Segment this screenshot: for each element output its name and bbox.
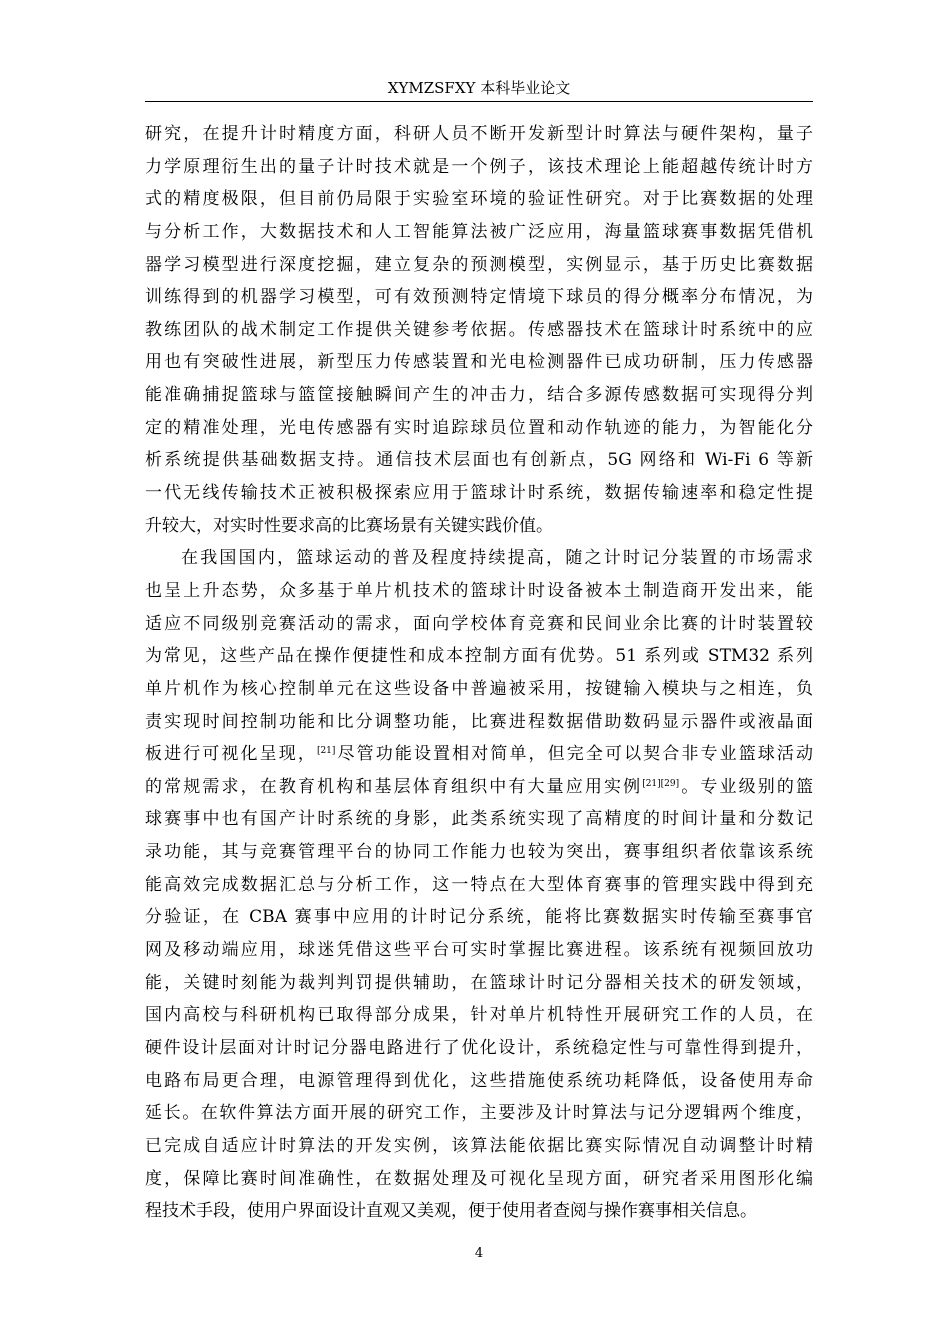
text-line: 硬件设计层面对计时记分器电路进行了优化设计，系统稳定性与可靠性得到提升， (145, 1037, 813, 1058)
text-line: 录功能，其与竞赛管理平台的协同工作能力也较为突出，赛事组织者依靠该系统 (145, 842, 813, 863)
text-span: 。专业级别的篮 (679, 776, 813, 797)
text-line: 责实现时间控制功能和比分调整功能，比赛进程数据借助数码显示器件或液晶面 (145, 711, 813, 732)
text-line: 训练得到的机器学习模型，可有效预测特定情境下球员的得分概率分布情况，为 (145, 287, 813, 308)
text-line: 升较大，对实时性要求高的比赛场景有关键实践价值。 (145, 515, 553, 536)
text-line: 已完成自适应计时算法的开发实例，该算法能依据比赛实际情况自动调整计时精 (145, 1135, 813, 1156)
text-line: 延长。在软件算法方面开展的研究工作，主要涉及计时算法与记分逻辑两个维度， (145, 1103, 813, 1124)
text-line: 分验证，在 CBA 赛事中应用的计时记分系统，能将比赛数据实时传输至赛事官 (145, 907, 813, 928)
text-line (145, 771, 813, 804)
page-number: 4 (474, 1246, 484, 1261)
text-line: 在我国国内，篮球运动的普及程度持续提高，随之计时记分装置的市场需求 (181, 548, 813, 569)
text-line: 一代无线传输技术正被积极探索应用于篮球计时系统，数据传输速率和稳定性提 (145, 483, 813, 504)
text-line: 与分析工作，大数据技术和人工智能算法被广泛应用，海量篮球赛事数据凭借机 (145, 221, 813, 242)
paragraph (145, 542, 813, 1227)
text-line: 用也有突破性进展，新型压力传感装置和光电检测器件已成功研制，压力传感器 (145, 352, 813, 373)
text-line: 电路布局更合理，电源管理得到优化，这些措施使系统功耗降低，设备使用寿命 (145, 1070, 813, 1091)
text-line: 式的精度极限，但目前仍局限于实验室环境的验证性研究。对于比赛数据的处理 (145, 189, 813, 210)
text-line: 度，保障比赛时间准确性，在数据处理及可视化呈现方面，研究者采用图形化编 (145, 1168, 813, 1189)
text-line: 教练团队的战术制定工作提供关键参考依据。传感器技术在篮球计时系统中的应 (145, 319, 813, 340)
text-line: 程技术手段，使用户界面设计直观又美观，便于使用者查阅与操作赛事相关信息。 (145, 1201, 757, 1222)
text-line: 能准确捕捉篮球与篮筐接触瞬间产生的冲击力，结合多源传感数据可实现得分判 (145, 385, 813, 406)
text-line: 能高效完成数据汇总与分析工作，这一特点在大型体育赛事的管理实践中得到充 (145, 874, 813, 895)
text-line: 研究，在提升计时精度方面，科研人员不断开发新型计时算法与硬件架构，量子 (145, 124, 813, 144)
text-span: 的常规需求，在教育机构和基层体育组织中有大量应用实例 (145, 776, 643, 797)
text-line: 适应不同级别竞赛活动的需求，面向学校体育竞赛和民间业余比赛的计时装置较 (145, 613, 813, 634)
text-line: 器学习模型进行深度挖掘，建立复杂的预测模型，实例显示，基于历史比赛数据 (145, 254, 813, 275)
text-line: 单片机作为核心控制单元在这些设备中普遍被采用，按键输入模块与之相连，负 (145, 678, 813, 699)
text-line: 网及移动端应用，球迷凭借这些平台可实时掌握比赛进程。该系统有视频回放功 (145, 940, 813, 961)
running-header: XYMZSFXY 本科毕业论文 (387, 79, 571, 97)
citation: [21][29] (642, 778, 680, 789)
header-rule (145, 101, 813, 102)
text-line: 力学原理衍生出的量子计时技术就是一个例子，该技术理论上能超越传统计时方 (145, 156, 813, 177)
text-line: 定的精准处理，光电传感器有实时追踪球员位置和动作轨迹的能力，为智能化分 (145, 417, 813, 438)
paragraph (145, 118, 813, 542)
text-span: 尽管功能设置相对简单，但完全可以契合非专业篮球活动 (335, 744, 814, 765)
text-line: 国内高校与科研机构已取得部分成果，针对单片机特性开展研究工作的人员，在 (145, 1005, 813, 1026)
text-span: 板进行可视化呈现， (145, 744, 317, 765)
text-line: 能，关键时刻能为裁判判罚提供辅助，在篮球计时记分器相关技术的研发领域， (145, 972, 813, 993)
text-line: 球赛事中也有国产计时系统的身影，此类系统实现了高精度的时间计量和分数记 (145, 809, 813, 830)
text-line: 析系统提供基础数据支持。通信技术层面也有创新点，5G 网络和 Wi-Fi 6 等新 (145, 450, 813, 471)
body-text (145, 118, 813, 1228)
text-line (145, 738, 813, 771)
citation: [21] (316, 746, 336, 757)
text-line: 也呈上升态势，众多基于单片机技术的篮球计时设备被本土制造商开发出来，能 (145, 580, 813, 601)
text-line: 为常见，这些产品在操作便捷性和成本控制方面有优势。51 系列或 STM32 系列 (145, 646, 813, 667)
